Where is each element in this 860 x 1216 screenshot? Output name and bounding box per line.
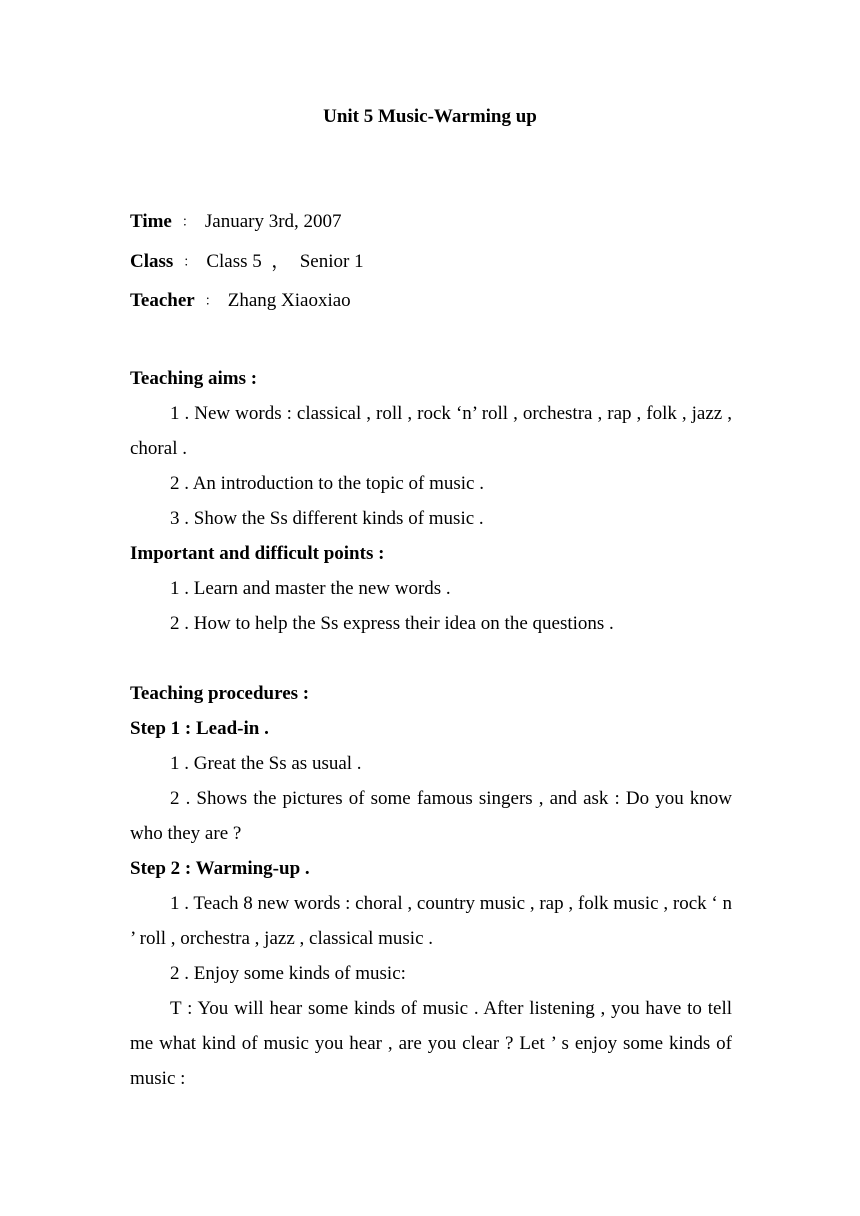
aims-item-2: 2 . An introduction to the topic of music . (170, 473, 484, 494)
document-title: Unit 5 Music-Warming up (323, 106, 537, 127)
important-points-heading: Important and difficult points : (130, 543, 385, 564)
class-label: Class (130, 251, 174, 272)
teacher-value: Zhang Xiaoxiao (227, 290, 351, 311)
teacher-colon: ： (204, 293, 218, 308)
step2-heading: Step 2 : Warming-up . (130, 858, 310, 879)
teaching-aims-heading: Teaching aims : (130, 368, 258, 389)
step2-item-2: 2 . Enjoy some kinds of music: (170, 963, 406, 984)
time-value: January 3rd, 2007 (204, 211, 342, 232)
teacher-label: Teacher (130, 290, 195, 311)
step2-item-3: T : You will hear some kinds of music . After listening , you have to tell me what kind of music you hear , are you clear ? Let ’ s enjoy some kinds of music : (130, 998, 732, 1089)
procedures-heading: Teaching procedures : (130, 683, 310, 704)
class-colon: ： (183, 254, 197, 269)
teacher-line (130, 288, 351, 314)
points-item-1: 1 . Learn and master the new words . (170, 578, 451, 599)
step2-item-1: 1 . Teach 8 new words : choral , country music , rap , folk music , rock ‘ n ’ roll , orchestra , jazz , classical music . (130, 893, 732, 949)
step1-heading: Step 1 : Lead-in . (130, 718, 269, 739)
points-item-2: 2 . How to help the Ss express their idea on the questions . (170, 613, 614, 634)
document-body (130, 361, 732, 1096)
aims-item-1: 1 . New words : classical , roll , rock ‘n’ roll , orchestra , rap , folk , jazz , choral . (130, 403, 732, 459)
class-value: Class 5 ， Senior 1 (206, 251, 364, 272)
time-line (130, 209, 342, 235)
time-label: Time (130, 211, 172, 232)
class-line (130, 249, 364, 275)
aims-item-3: 3 . Show the Ss different kinds of music . (170, 508, 484, 529)
step1-item-2: 2 . Shows the pictures of some famous singers , and ask : Do you know who they are ? (130, 788, 732, 844)
time-colon: ： (181, 214, 195, 229)
step1-item-1: 1 . Great the Ss as usual . (170, 753, 362, 774)
